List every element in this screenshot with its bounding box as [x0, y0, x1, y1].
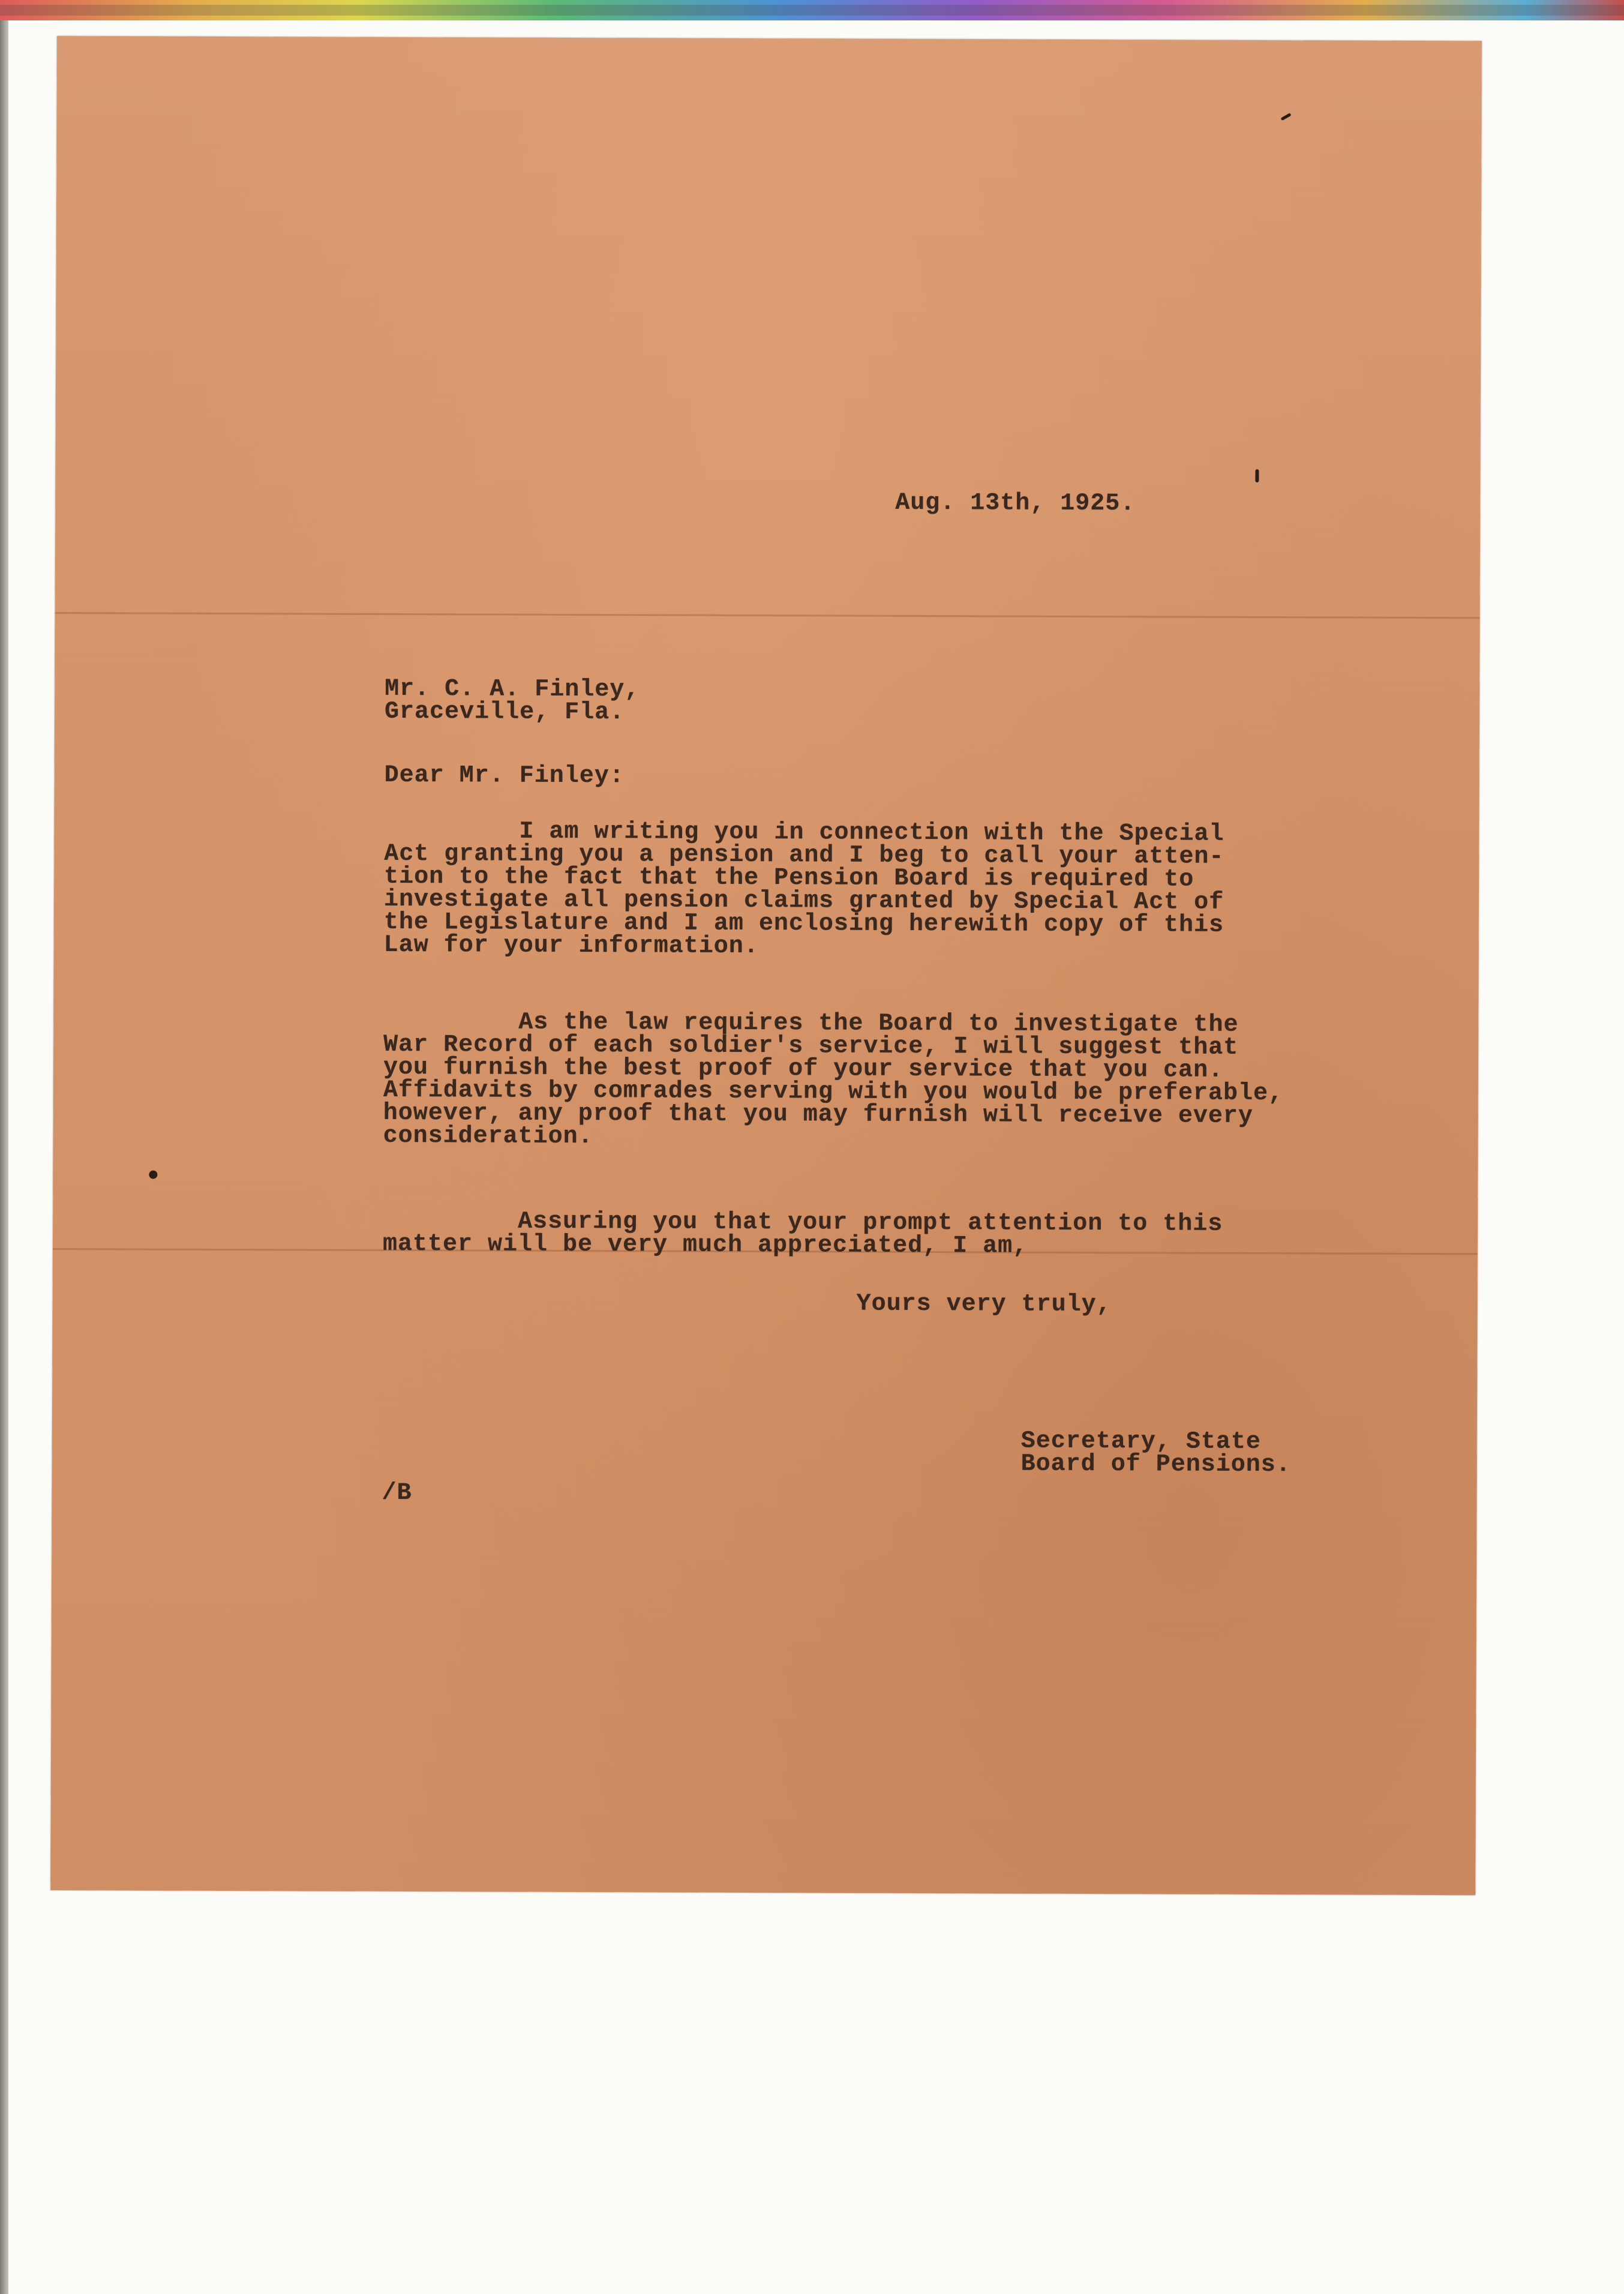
body-paragraph-3	[382, 1207, 1223, 1260]
text-line: tion to the fact that the Pension Board is required to	[384, 863, 1194, 893]
text-line: the Legislature and I am enclosing herewith copy of this	[383, 908, 1224, 939]
text-line: however, any proof that you may furnish will receive every	[383, 1099, 1254, 1130]
recipient-name: Mr. C. A. Finley,	[385, 675, 640, 704]
body-paragraph-2	[383, 1008, 1284, 1151]
text-line: Law for your information.	[383, 931, 759, 961]
text-line: I am writing you in connection with the Special	[384, 817, 1224, 848]
text-line: consideration.	[383, 1122, 593, 1151]
signature-office: Board of Pensions.	[1020, 1450, 1291, 1479]
closing: Yours very truly,	[856, 1290, 1112, 1319]
scanner-left-edge	[0, 20, 8, 2294]
text-line: investigate all pension claims granted by Special Act of	[383, 886, 1224, 916]
text-line: matter will be very much appreciated, I am,	[382, 1230, 1028, 1260]
text-line: War Record of each soldier's service, I will suggest that	[383, 1031, 1239, 1061]
body-paragraph-1	[383, 817, 1224, 961]
ink-speck	[1255, 469, 1259, 482]
letter-page	[50, 36, 1482, 1895]
recipient-city: Graceville, Fla.	[384, 698, 625, 727]
text-line: Assuring you that your prompt attention to this	[383, 1207, 1223, 1238]
text-line: Act granting you a pension and I beg to call your atten-	[384, 840, 1224, 871]
letter-date: Aug. 13th, 1925.	[895, 489, 1136, 518]
text-line: As the law requires the Board to investigate the	[383, 1008, 1239, 1039]
ink-speck	[1280, 113, 1291, 121]
signature-block	[1020, 1428, 1291, 1479]
scanner-color-bar	[0, 0, 1624, 20]
recipient-address	[384, 675, 640, 727]
salutation: Dear Mr. Finley:	[384, 761, 625, 790]
signature-title: Secretary, State	[1020, 1428, 1261, 1456]
fold-line	[55, 612, 1480, 619]
ink-speck	[149, 1171, 157, 1179]
typist-initials: /B	[382, 1479, 412, 1507]
text-line: Affidavits by comrades serving with you would be preferable,	[383, 1076, 1284, 1108]
text-line: you furnish the best proof of your service that you can.	[383, 1054, 1224, 1084]
